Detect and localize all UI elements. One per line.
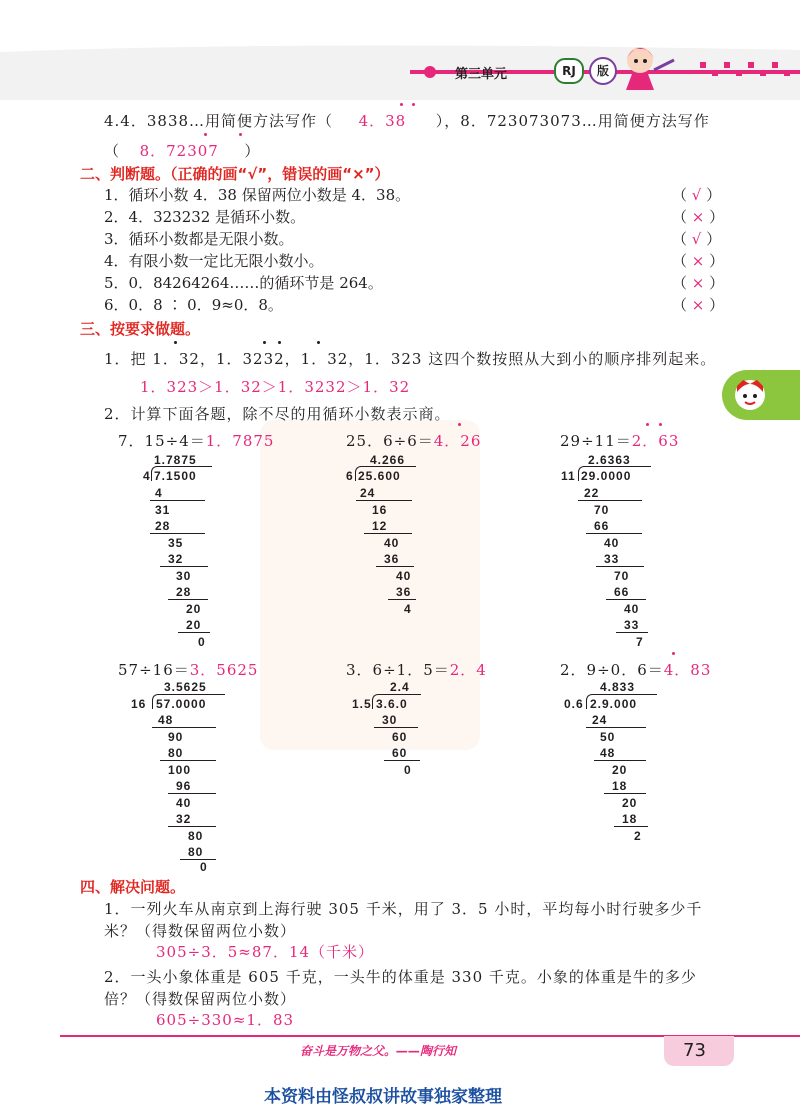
repeat-dot <box>412 103 415 106</box>
judge-bracket-3: （ √ ） <box>672 230 722 248</box>
ban-badge <box>589 57 617 85</box>
division-quotient: 3.5625 <box>164 680 207 694</box>
division-step: 60 <box>392 746 408 760</box>
judge-item-6: 6．0．8 ∶ 0．9≈0．8。 <box>104 296 283 314</box>
division-rule <box>168 826 216 827</box>
division-step: 40 <box>624 602 640 616</box>
division-step: 40 <box>176 796 192 810</box>
division-step: 20 <box>622 796 638 810</box>
division-step: 90 <box>168 730 184 744</box>
judge-bracket-6: （ × ） <box>672 296 725 314</box>
cartoon-girl-icon <box>618 40 678 90</box>
section4-q1-answer: 305÷3．5≈87．14（千米） <box>156 943 375 961</box>
judge-bracket-2: （ × ） <box>672 208 725 226</box>
division-rule <box>374 727 418 728</box>
section3-q1: 1．把 1．32，1．3232，1．32，1．323 这四个数按照从大到小的顺序排列起来。 <box>104 350 717 368</box>
division-rule <box>180 859 216 860</box>
division-divisor: 16 <box>131 697 147 711</box>
cartoon-face-icon <box>733 378 767 412</box>
calc-expr: 2．9÷0．6＝ <box>560 661 664 679</box>
section4-q2-line2: 倍？（得数保留两位小数） <box>104 990 297 1008</box>
division-rule <box>376 566 414 567</box>
division-rule <box>152 727 216 728</box>
unit-title: 第三单元 <box>455 67 508 82</box>
repeat-dot <box>174 341 177 344</box>
section2-title: 二、判断题。（正确的画“√”，错误的画“×”） <box>80 165 390 183</box>
calc-expr: 7．15÷4＝ <box>118 432 206 450</box>
division-step: 24 <box>360 486 376 500</box>
division-rule <box>594 760 646 761</box>
division-rule <box>614 826 648 827</box>
judge-mark: √ <box>691 186 702 204</box>
division-dividend: 2.9.000 <box>590 697 638 711</box>
division-step: 48 <box>158 713 174 727</box>
division-rule <box>578 500 642 501</box>
division-step: 100 <box>168 763 192 777</box>
division-step: 0 <box>198 635 206 649</box>
division-divisor: 1.5 <box>352 697 372 711</box>
division-rule <box>388 599 416 600</box>
division-rule <box>178 632 210 633</box>
repeat-dot <box>672 652 675 655</box>
page-number: 73 <box>683 1040 706 1061</box>
footer-quote: 奋斗是万物之父。——陶行知 <box>300 1044 457 1058</box>
division-step: 33 <box>604 552 620 566</box>
calc-4 <box>118 659 258 680</box>
division-rule <box>364 533 412 534</box>
division-step: 4 <box>155 486 163 500</box>
division-quotient: 2.4 <box>390 680 410 694</box>
division-rule <box>160 760 216 761</box>
division-step: 22 <box>584 486 600 500</box>
judge-bracket-1: （ √ ） <box>672 186 722 204</box>
division-rule <box>606 599 646 600</box>
division-dividend: 29.0000 <box>581 469 632 483</box>
division-step: 4 <box>404 602 412 616</box>
section4-q2-line1: 2．一头小象体重是 605 千克，一头牛的体重是 330 千克。小象的体重是牛的多少 <box>104 968 697 986</box>
judge-item-3: 3．循环小数都是无限小数。 <box>104 230 294 248</box>
q4-line2-open: （ <box>104 142 121 160</box>
calc-expr: 25．6÷6＝ <box>346 432 434 450</box>
section4-q1-line1: 1．一列火车从南京到上海行驶 305 千米，用了 3．5 小时，平均每小时行驶多少千 <box>104 900 703 918</box>
calc-expr: 57÷16＝ <box>118 661 190 679</box>
q4-line2-close: ） <box>244 142 261 160</box>
judge-mark: √ <box>691 230 702 248</box>
rj-badge <box>554 58 584 84</box>
division-divisor: 6 <box>346 469 354 483</box>
q4-answer2: 8．72307 <box>139 142 219 160</box>
q4-line1 <box>104 110 710 131</box>
calc-2 <box>346 430 481 451</box>
division-divisor: 4 <box>143 469 151 483</box>
division-rule <box>616 632 648 633</box>
q4-line2 <box>104 140 260 161</box>
division-step: 28 <box>176 585 192 599</box>
division-rule <box>160 566 208 567</box>
repeat-dot <box>263 341 266 344</box>
division-rule <box>168 793 216 794</box>
division-step: 70 <box>614 569 630 583</box>
calc-answer: 3．5625 <box>189 661 259 679</box>
calc-expr: 29÷11＝ <box>560 432 632 450</box>
division-rule <box>168 599 208 600</box>
calc-6 <box>560 659 711 680</box>
calc-answer: 4．26 <box>433 432 482 450</box>
repeat-dot <box>458 423 461 426</box>
division-step: 18 <box>612 779 628 793</box>
repeat-dot <box>646 423 649 426</box>
division-rule <box>596 566 644 567</box>
division-quotient: 2.6363 <box>588 453 631 467</box>
division-step: 0 <box>404 763 412 777</box>
division-divisor: 0.6 <box>564 697 584 711</box>
repeat-dot <box>204 133 207 136</box>
division-step: 28 <box>155 519 171 533</box>
division-rule <box>586 533 642 534</box>
division-step: 12 <box>372 519 388 533</box>
division-step: 40 <box>604 536 620 550</box>
division-step: 96 <box>176 779 192 793</box>
division-rule <box>150 500 205 501</box>
header-decoration <box>0 40 800 100</box>
division-step: 80 <box>188 845 204 859</box>
judge-mark: × <box>691 296 705 314</box>
judge-mark: × <box>691 252 705 270</box>
judge-bracket-4: （ × ） <box>672 252 725 270</box>
section3-q1-answer: 1．323＞1．32＞1．3232＞1．32 <box>140 378 411 396</box>
judge-bracket-5: （ × ） <box>672 274 725 292</box>
division-step: 50 <box>600 730 616 744</box>
division-rule <box>150 533 205 534</box>
judge-item-4: 4．有限小数一定比无限小数小。 <box>104 252 324 270</box>
division-step: 31 <box>155 503 171 517</box>
division-step: 48 <box>600 746 616 760</box>
division-step: 20 <box>612 763 628 777</box>
division-step: 33 <box>624 618 640 632</box>
division-step: 40 <box>396 569 412 583</box>
division-step: 36 <box>396 585 412 599</box>
division-step: 66 <box>614 585 630 599</box>
division-step: 66 <box>594 519 610 533</box>
calc-answer: 4．83 <box>663 661 712 679</box>
division-rule <box>586 727 646 728</box>
division-step: 80 <box>168 746 184 760</box>
repeat-dot <box>659 423 662 426</box>
ban-badge-text: 版 <box>596 64 609 78</box>
section3-title: 三、按要求做题。 <box>80 320 201 338</box>
division-quotient: 4.266 <box>370 453 406 467</box>
division-quotient: 4.833 <box>600 680 636 694</box>
header-band <box>0 40 800 100</box>
q4-answer1: 4．38 <box>358 112 407 130</box>
division-step: 35 <box>168 536 184 550</box>
division-rule <box>604 793 646 794</box>
calc-3 <box>560 430 679 451</box>
division-step: 80 <box>188 829 204 843</box>
division-dividend: 57.0000 <box>156 697 207 711</box>
division-divisor: 11 <box>561 469 576 483</box>
q4-line1-prefix: 4.4．3838…用简便方法写作（ <box>104 112 334 130</box>
division-step: 32 <box>176 812 192 826</box>
division-step: 30 <box>382 713 398 727</box>
division-quotient: 1.7875 <box>154 453 197 467</box>
division-rule <box>384 760 420 761</box>
division-dividend: 25.600 <box>358 469 401 483</box>
division-step: 40 <box>384 536 400 550</box>
calc-answer: 1．7875 <box>205 432 275 450</box>
rj-badge-text: RJ <box>562 64 576 78</box>
q4-line1-suffix: ），8．723073073…用简便方法写作 <box>435 112 710 130</box>
judge-item-5: 5．0．84264264……的循环节是 264。 <box>104 274 383 292</box>
judge-item-1: 1．循环小数 4．38 保留两位小数是 4．38。 <box>104 186 411 204</box>
judge-item-2: 2．4．323232 是循环小数。 <box>104 208 306 226</box>
credit-line: 本资料由怪叔叔讲故事独家整理 <box>264 1087 502 1107</box>
division-rule <box>356 500 412 501</box>
calc-answer: 2．4 <box>449 661 487 679</box>
calc-answer: 2．63 <box>631 432 680 450</box>
division-step: 7 <box>636 635 644 649</box>
division-step: 0 <box>200 860 208 874</box>
calc-expr: 3．6÷1．5＝ <box>346 661 450 679</box>
division-step: 60 <box>392 730 408 744</box>
judge-mark: × <box>691 208 705 226</box>
division-step: 20 <box>186 618 202 632</box>
division-step: 16 <box>372 503 388 517</box>
repeat-dot <box>400 103 403 106</box>
calc-5 <box>346 659 487 680</box>
section4-q2-answer: 605÷330≈1．83 <box>156 1011 295 1029</box>
division-dividend: 7.1500 <box>154 469 197 483</box>
section4-q1-line2: 米？（得数保留两位小数） <box>104 922 297 940</box>
division-step: 32 <box>168 552 184 566</box>
division-dividend: 3.6.0 <box>376 697 408 711</box>
division-step: 24 <box>592 713 608 727</box>
repeat-dot <box>278 341 281 344</box>
division-step: 20 <box>186 602 202 616</box>
division-step: 2 <box>634 829 642 843</box>
division-step: 36 <box>384 552 400 566</box>
judge-mark: × <box>691 274 705 292</box>
division-step: 18 <box>622 812 638 826</box>
section3-q2: 2．计算下面各题，除不尽的用循环小数表示商。 <box>104 405 451 423</box>
division-step: 30 <box>176 569 192 583</box>
calc-1 <box>118 430 274 451</box>
section4-title: 四、解决问题。 <box>80 878 186 896</box>
repeat-dot <box>239 133 242 136</box>
division-step: 70 <box>594 503 610 517</box>
repeat-dot <box>317 341 320 344</box>
